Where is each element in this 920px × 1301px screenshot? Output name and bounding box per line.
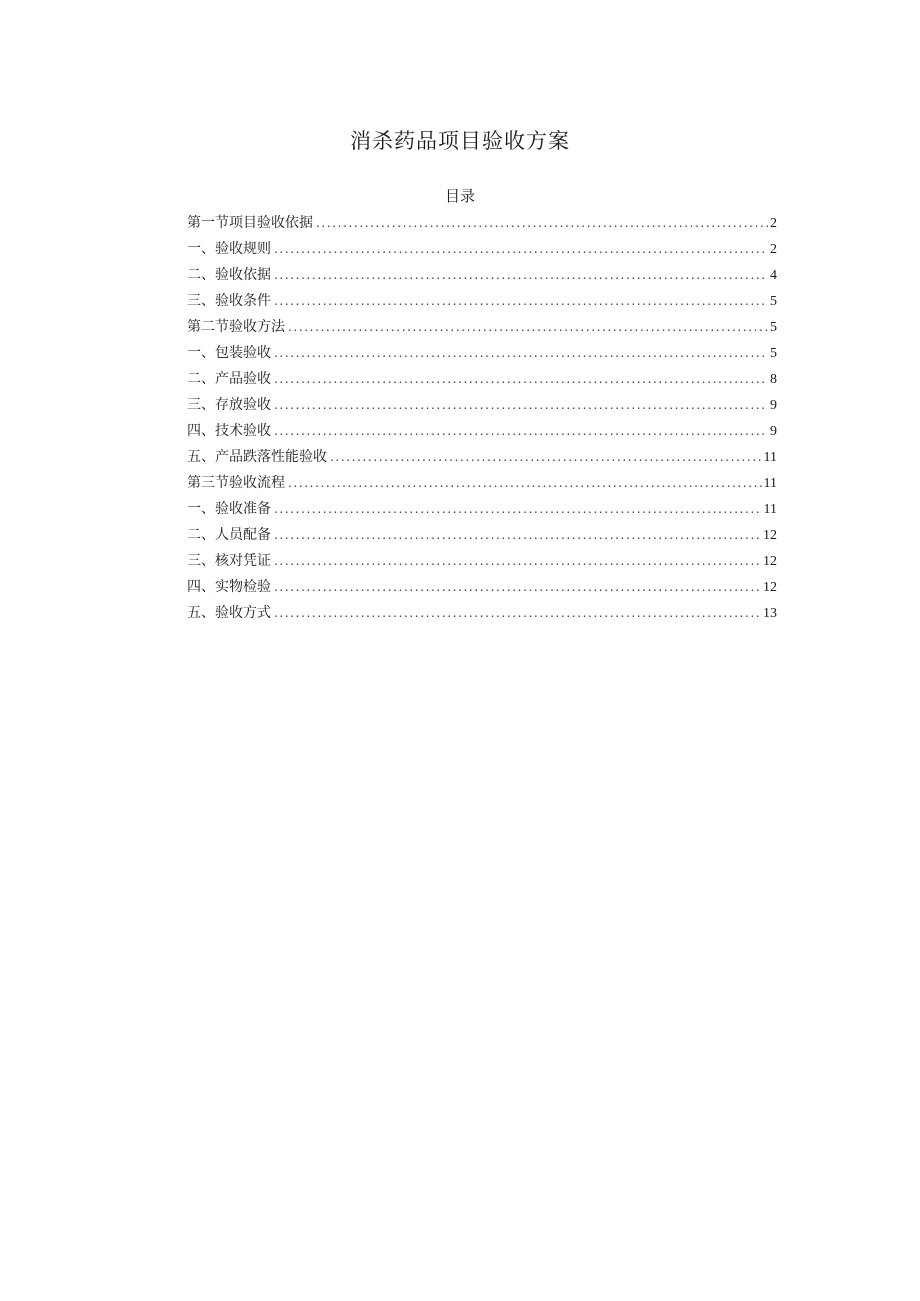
toc-entry-page-number: 2 — [770, 216, 777, 231]
toc-dot-leader — [330, 444, 762, 470]
toc-dot-leader — [288, 470, 762, 496]
toc-dot-leader — [274, 340, 768, 366]
toc-entry[interactable] — [187, 340, 777, 366]
toc-entry-page-number: 5 — [770, 294, 777, 309]
toc-entry-label: 三、核对凭证 — [187, 553, 271, 569]
toc-entry[interactable] — [187, 262, 777, 288]
toc-heading: 目录 — [444, 187, 475, 205]
toc-entry-label: 二、验收依据 — [187, 267, 271, 283]
toc-dot-leader — [274, 392, 768, 418]
toc-entry[interactable] — [187, 522, 777, 548]
toc-entry-label: 二、产品验收 — [187, 371, 271, 387]
toc-entry-page-number: 2 — [770, 242, 777, 257]
toc-entry-page-number: 8 — [770, 372, 777, 387]
toc-dot-leader — [274, 522, 761, 548]
toc-dot-leader — [288, 314, 768, 340]
toc-dot-leader — [274, 288, 768, 314]
toc-dot-leader — [316, 210, 768, 236]
toc-dot-leader — [274, 236, 768, 262]
toc-entry-page-number: 13 — [763, 606, 777, 621]
toc-entry[interactable] — [187, 496, 777, 522]
toc-entry[interactable] — [187, 314, 777, 340]
toc-dot-leader — [274, 418, 768, 444]
toc-entry[interactable] — [187, 392, 777, 418]
toc-entry-label: 一、包装验收 — [187, 345, 271, 361]
toc-entry-page-number: 12 — [763, 580, 777, 595]
toc-dot-leader — [274, 574, 761, 600]
toc-entry[interactable] — [187, 210, 777, 236]
toc-entry[interactable] — [187, 470, 777, 496]
toc-entry-page-number: 9 — [770, 424, 777, 439]
toc-entry[interactable] — [187, 600, 777, 626]
toc-entry-page-number: 11 — [763, 450, 777, 465]
toc-entry-label: 五、产品跌落性能验收 — [187, 449, 327, 465]
toc-entry-page-number: 4 — [770, 268, 777, 283]
toc-entry-label: 四、技术验收 — [187, 423, 271, 439]
toc-entry-page-number: 11 — [763, 502, 777, 517]
toc-dot-leader — [274, 366, 768, 392]
toc-entry-label: 五、验收方式 — [187, 605, 271, 621]
toc-dot-leader — [274, 262, 768, 288]
toc-entry-page-number: 12 — [763, 554, 777, 569]
table-of-contents — [187, 210, 777, 626]
toc-entry[interactable] — [187, 444, 777, 470]
toc-dot-leader — [274, 600, 761, 626]
toc-entry[interactable] — [187, 288, 777, 314]
toc-entry[interactable] — [187, 574, 777, 600]
toc-entry-page-number: 5 — [770, 320, 777, 335]
toc-entry-page-number: 9 — [770, 398, 777, 413]
toc-entry-label: 二、人员配备 — [187, 527, 271, 543]
toc-entry-label: 第二节验收方法 — [187, 319, 285, 335]
toc-entry[interactable] — [187, 418, 777, 444]
toc-entry-label: 一、验收规则 — [187, 241, 271, 257]
toc-entry[interactable] — [187, 366, 777, 392]
toc-entry-label: 三、验收条件 — [187, 293, 271, 309]
toc-entry[interactable] — [187, 548, 777, 574]
document-title: 消杀药品项目验收方案 — [350, 129, 570, 153]
toc-entry-label: 第一节项目验收依据 — [187, 215, 313, 231]
toc-entry[interactable] — [187, 236, 777, 262]
toc-entry-label: 四、实物检验 — [187, 579, 271, 595]
toc-entry-label: 三、存放验收 — [187, 397, 271, 413]
toc-entry-page-number: 11 — [763, 476, 777, 491]
toc-entry-page-number: 5 — [770, 346, 777, 361]
toc-dot-leader — [274, 548, 761, 574]
toc-dot-leader — [274, 496, 762, 522]
toc-entry-label: 一、验收准备 — [187, 501, 271, 517]
toc-entry-label: 第三节验收流程 — [187, 475, 285, 491]
toc-entry-page-number: 12 — [763, 528, 777, 543]
